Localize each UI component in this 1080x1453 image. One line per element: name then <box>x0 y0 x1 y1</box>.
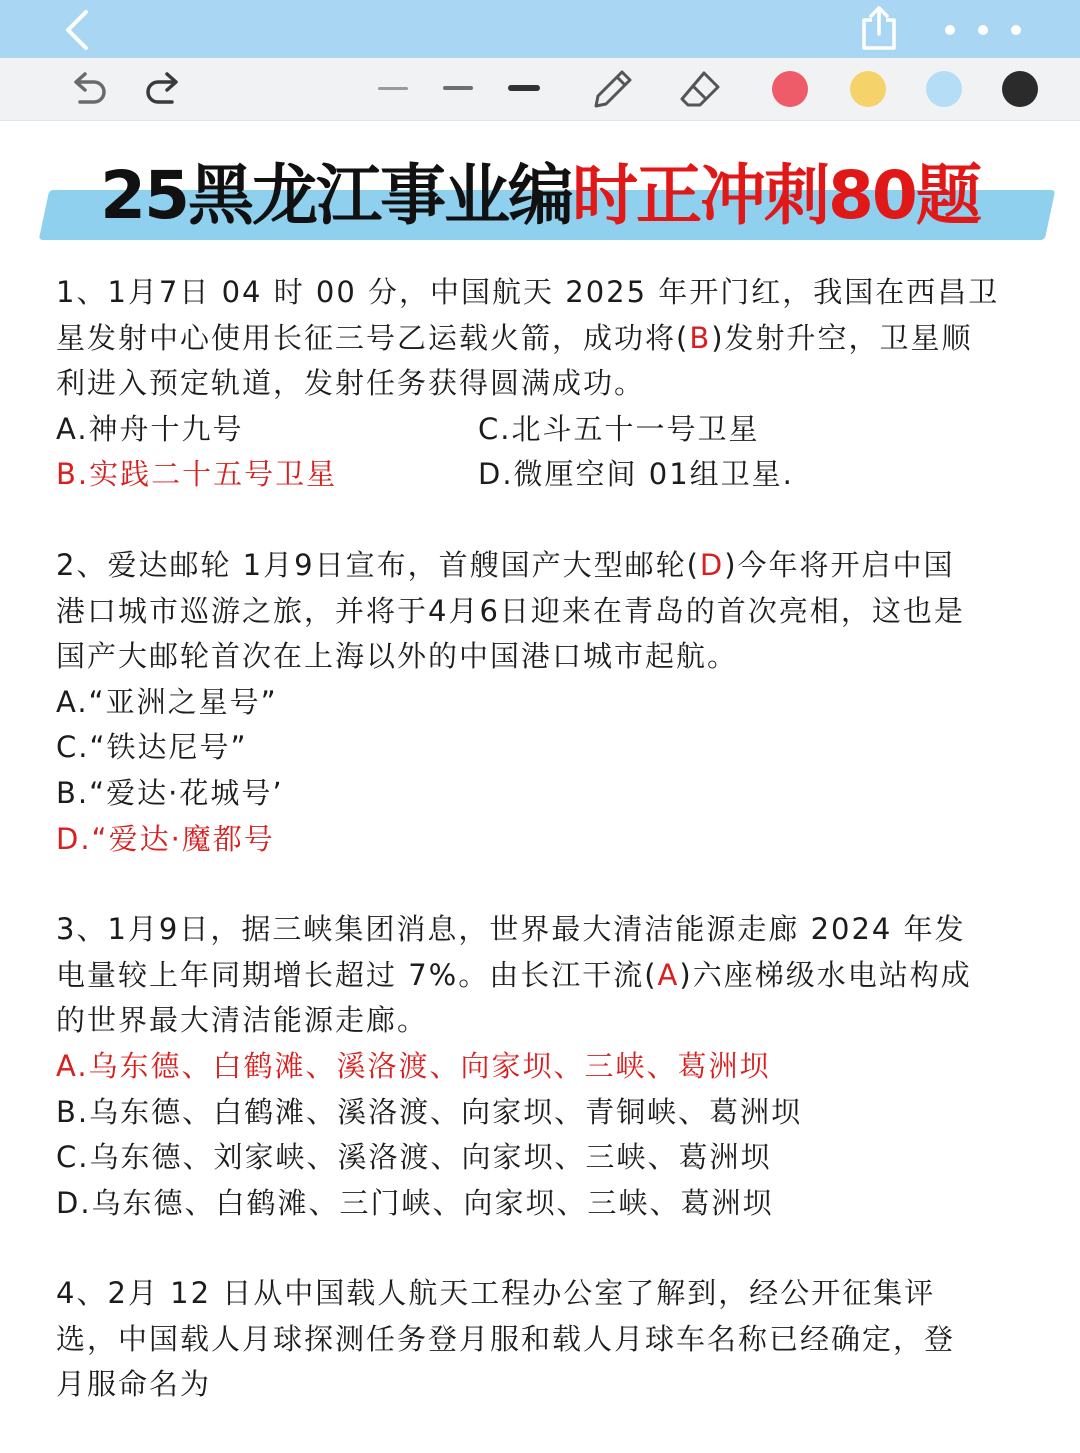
more-options-icon[interactable] <box>938 20 1028 40</box>
question-text-line: 利进入预定轨道，发射任务获得圆满成功。 <box>56 366 646 401</box>
question-3 <box>56 907 1036 1226</box>
question-1 <box>56 270 1036 498</box>
title-red-part: 时正冲刺80题 <box>572 157 980 234</box>
option-c: C.“铁达尼号” <box>56 730 248 765</box>
medium-stroke-option[interactable] <box>443 86 473 90</box>
color-swatch-yellow[interactable] <box>850 71 886 107</box>
color-swatch-black[interactable] <box>1002 71 1038 107</box>
question-text-line: 的世界最大清洁能源走廊。 <box>56 1003 429 1038</box>
option-b-correct: B.实践二十五号卫星 <box>56 457 338 492</box>
answer-letter: A <box>657 957 680 992</box>
option-d: D.乌东德、白鹤滩、三门峡、向家坝、三峡、葛洲坝 <box>56 1185 774 1220</box>
question-text-line: 月服命名为 <box>56 1367 212 1402</box>
question-list <box>56 270 1036 1453</box>
pen-icon[interactable] <box>590 66 636 112</box>
question-text-line: 2、爱达邮轮 1月9日宣布，首艘国产大型邮轮(D)今年将开启中国 <box>56 547 955 582</box>
option-a: A.“亚洲之星号” <box>56 684 278 719</box>
question-text-line: 4、2月 12 日从中国载人航天工程办公室了解到，经公开征集评 <box>56 1276 936 1311</box>
option-c: C.乌东德、刘家峡、溪洛渡、向家坝、三峡、葛洲坝 <box>56 1140 772 1175</box>
answer-letter: D <box>699 547 725 582</box>
question-text-line: 港口城市巡游之旅，并将于4月6日迎来在青岛的首次亮相，这也是 <box>56 593 965 628</box>
color-swatch-red[interactable] <box>772 71 808 107</box>
color-swatch-blue[interactable] <box>926 71 962 107</box>
question-2 <box>56 543 1036 862</box>
title-black-part: 25黑龙江事业编 <box>100 157 572 234</box>
option-d: D.微厘空间 01组卫星. <box>478 457 794 492</box>
back-arrow-icon[interactable] <box>58 8 98 52</box>
question-text-line: 选，中国载人月球探测任务登月服和载人月球车名称已经确定，登 <box>56 1321 956 1356</box>
question-text-line: 3、1月9日，据三峡集团消息，世界最大清洁能源走廊 2024 年发 <box>56 912 966 947</box>
redo-icon[interactable] <box>142 68 186 108</box>
eraser-icon[interactable] <box>678 68 724 110</box>
page-title <box>0 148 1080 244</box>
option-row <box>56 452 1036 498</box>
question-text-line: 国产大邮轮首次在上海以外的中国港口城市起航。 <box>56 639 739 674</box>
option-a: A.神舟十九号 <box>56 411 244 446</box>
drawing-toolbar <box>0 58 1080 121</box>
top-nav-bar <box>0 0 1080 58</box>
question-text-line: 星发射中心使用长征三号乙运载火箭，成功将(B)发射升空，卫星顺 <box>56 320 973 355</box>
question-text-line: 电量较上年同期增长超过 7%。由长江干流(A)六座梯级水电站构成 <box>56 957 972 992</box>
option-a-correct: A.乌东德、白鹤滩、溪洛渡、向家坝、三峡、葛洲坝 <box>56 1048 771 1083</box>
thick-stroke-option[interactable] <box>508 85 540 91</box>
share-icon[interactable] <box>858 4 900 52</box>
question-text-line: 1、1月7日 04 时 00 分，中国航天 2025 年开门红，我国在西昌卫 <box>56 275 1000 309</box>
thin-stroke-option[interactable] <box>378 87 408 90</box>
option-b: B.乌东德、白鹤滩、溪洛渡、向家坝、青铜峡、葛洲坝 <box>56 1094 803 1129</box>
option-c: C.北斗五十一号卫星 <box>478 411 760 446</box>
answer-letter: B <box>689 320 712 355</box>
question-4 <box>56 1271 1036 1408</box>
option-row <box>56 407 1036 453</box>
option-b: B.“爱达·花城号’ <box>56 775 284 810</box>
option-d-correct: D.“爱达·魔都号 <box>56 821 275 856</box>
undo-icon[interactable] <box>66 68 110 108</box>
